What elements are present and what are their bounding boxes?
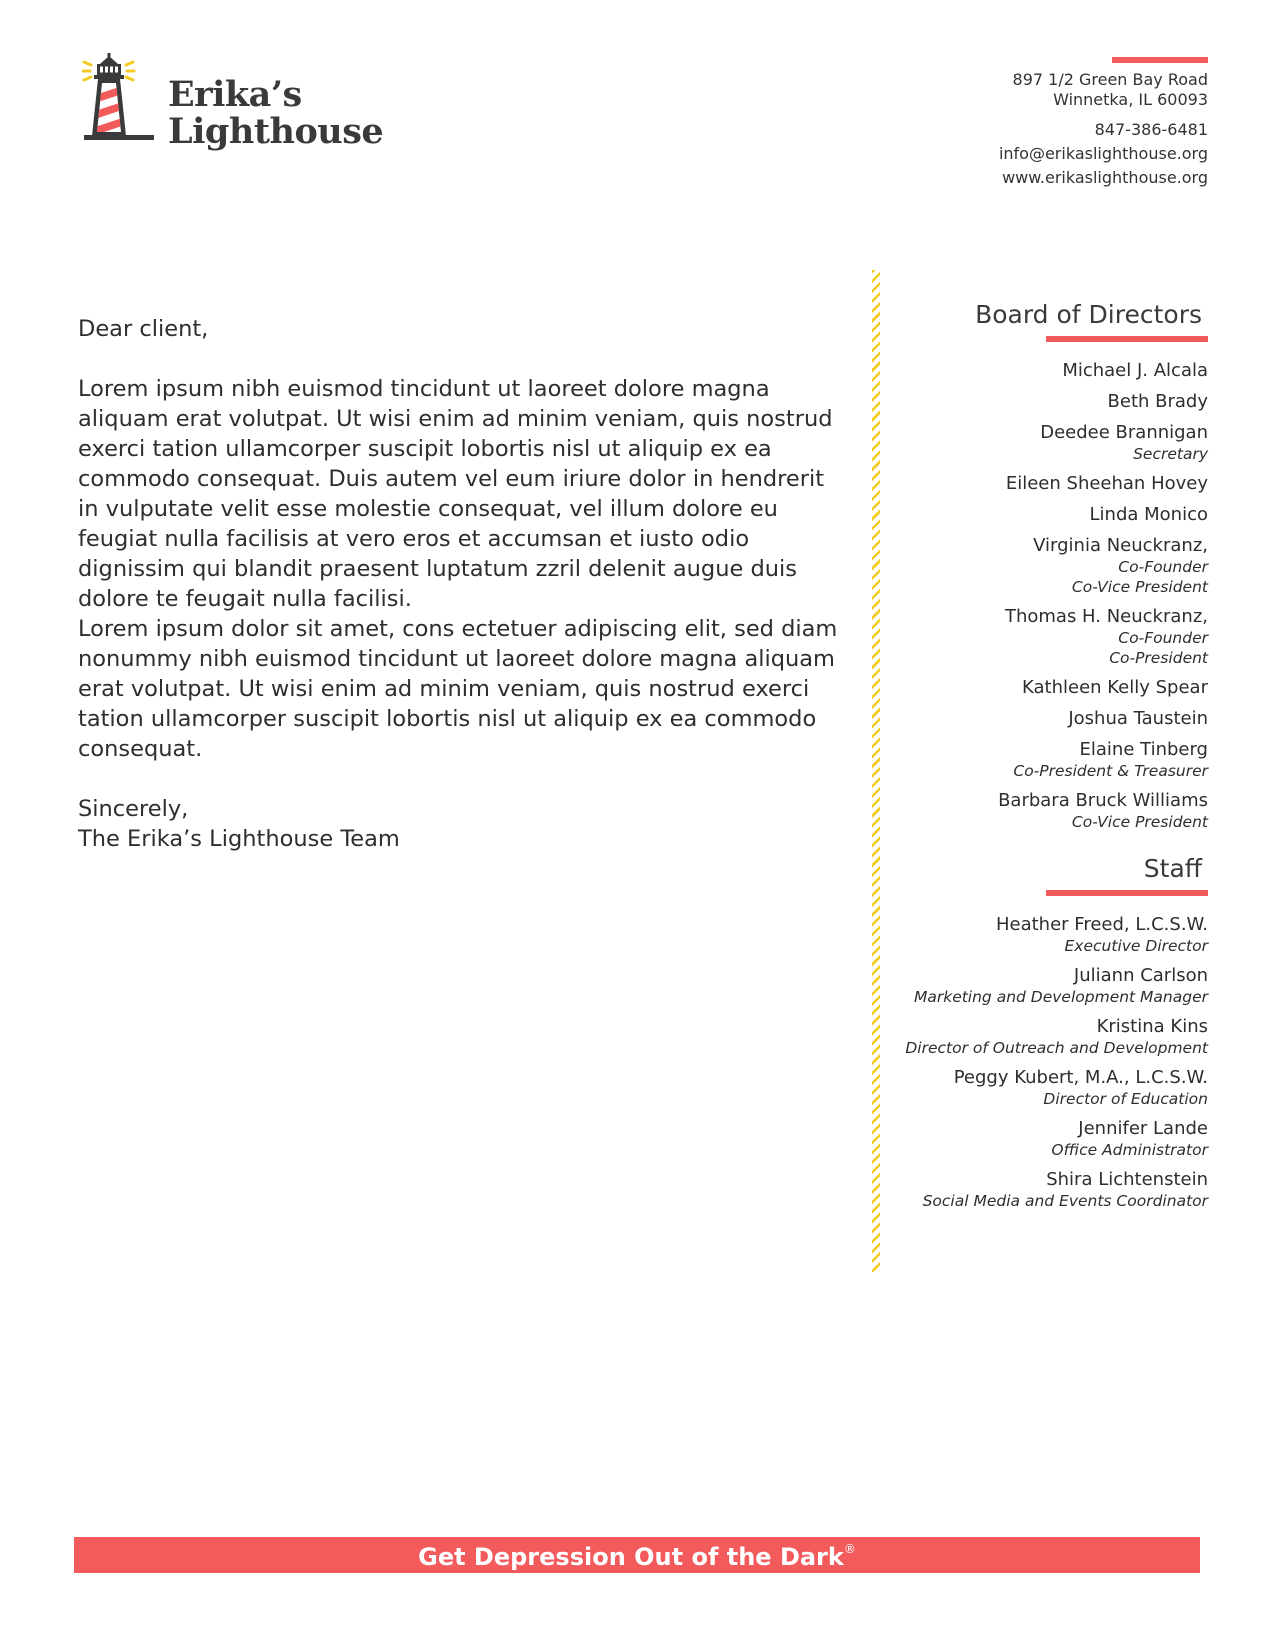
phone-number: 847-386-6481 (1094, 120, 1208, 139)
address-line1: 897 1/2 Green Bay Road (1012, 70, 1208, 89)
board-member (878, 790, 1208, 832)
board-member-role: Co-President (1109, 649, 1208, 667)
staff-member-name: Juliann Carlson (1073, 965, 1208, 986)
staff-title: Staff (1143, 854, 1202, 883)
board-member-name: Beth Brady (1107, 391, 1208, 412)
staff-member-name: Heather Freed, L.C.S.W. (995, 914, 1208, 935)
board-member-role: Co-Founder (1118, 558, 1208, 576)
lighthouse-icon (82, 52, 162, 152)
staff-member (878, 914, 1208, 956)
contact-accent-bar (1112, 57, 1208, 63)
logo-wordmark (168, 76, 383, 150)
staff-member-role: Executive Director (1064, 937, 1208, 955)
board-member (878, 473, 1208, 495)
board-member (878, 677, 1208, 699)
board-member-name: Deedee Brannigan (1040, 422, 1208, 443)
board-member-name: Eileen Sheehan Hovey (1005, 473, 1208, 494)
staff-title-underline (1046, 890, 1208, 896)
board-member-name: Joshua Taustein (1068, 708, 1208, 729)
board-member-name: Michael J. Alcala (1062, 360, 1208, 381)
sidebar (878, 300, 1208, 1220)
board-member (878, 360, 1208, 382)
board-member (878, 739, 1208, 781)
staff-member (878, 1169, 1208, 1211)
board-member-role: Co-President & Treasurer (1013, 762, 1208, 780)
staff-member-role: Social Media and Events Coordinator (922, 1192, 1208, 1210)
staff-member-role: Director of Education (1043, 1090, 1208, 1108)
registered-mark: ® (843, 1542, 856, 1556)
board-member (878, 535, 1208, 597)
board-member (878, 606, 1208, 668)
board-member-name: Elaine Tinberg (1079, 739, 1208, 760)
staff-member-name: Peggy Kubert, M.A., L.C.S.W. (953, 1067, 1208, 1088)
board-member-name: Linda Monico (1089, 504, 1208, 525)
board-member-role: Secretary (1133, 445, 1208, 463)
website-link[interactable]: www.erikaslighthouse.org (1002, 168, 1208, 187)
letter-signature: The Erika’s Lighthouse Team (78, 826, 400, 852)
logo-line2: Lighthouse (168, 111, 384, 152)
board-member-name: Kathleen Kelly Spear (1022, 677, 1208, 698)
board-member-name: Thomas H. Neuckranz, (1004, 606, 1208, 627)
staff-member (878, 965, 1208, 1007)
board-title-underline (1046, 336, 1208, 342)
staff-member-name: Shira Lichtenstein (1046, 1169, 1208, 1190)
logo-line1: Erika’s (168, 74, 302, 115)
address-line2: Winnetka, IL 60093 (1053, 90, 1208, 109)
board-member-role: Co-Founder (1118, 629, 1208, 647)
letter-body (78, 314, 848, 854)
staff-member (878, 1016, 1208, 1058)
board-member-name: Virginia Neuckranz, (1033, 535, 1208, 556)
staff-member-name: Kristina Kins (1096, 1016, 1208, 1037)
board-list (878, 360, 1208, 832)
staff-member-role: Marketing and Development Manager (913, 988, 1208, 1006)
letter-greeting: Dear client, (78, 316, 209, 342)
board-member (878, 422, 1208, 464)
staff-member (878, 1118, 1208, 1160)
letter-paragraph-1: Lorem ipsum nibh euismod tincidunt ut laoreet dolore magna aliquam erat volutpat. Ut wisi enim ad minim veniam, quis nostrud exerci tation ullamcorper suscipit lobortis nisl ut aliquip ex ea commodo consequat. Duis autem vel eum iriure dolor in hendrerit in vulputate velit esse molestie consequat, vel illum dolore eu feugiat nulla facilisis at vero eros et accumsan et iusto odio dignissim qui blandit praesent luptatum zzril delenit augue duis dolore te feugait nulla facilisi. (78, 376, 833, 612)
board-member (878, 504, 1208, 526)
letter-paragraph-2: Lorem ipsum dolor sit amet, cons ectetuer adipiscing elit, sed diam nonummy nibh euismod tincidunt ut laoreet dolore magna aliquam erat volutpat. Ut wisi enim ad minim veniam, quis nostrud exerci tation ullamcorper suscipit lobortis nisl ut aliquip ex ea commodo consequat. (78, 616, 838, 762)
staff-member-role: Director of Outreach and Development (905, 1039, 1208, 1057)
board-member-role: Co-Vice President (1071, 813, 1208, 831)
board-member (878, 708, 1208, 730)
staff-member (878, 1067, 1208, 1109)
email-link[interactable]: info@erikaslighthouse.org (998, 144, 1208, 163)
contact-block (999, 70, 1208, 188)
board-member-name: Barbara Bruck Williams (998, 790, 1208, 811)
board-title: Board of Directors (975, 300, 1202, 329)
staff-member-role: Office Administrator (1051, 1141, 1208, 1159)
board-member (878, 391, 1208, 413)
board-member-role: Co-Vice President (1071, 578, 1208, 596)
footer-banner (74, 1537, 1200, 1573)
letter-closing: Sincerely, (78, 796, 189, 822)
staff-member-name: Jennifer Lande (1078, 1118, 1208, 1139)
logo (82, 52, 382, 162)
footer-tagline: Get Depression Out of the Dark (418, 1543, 844, 1571)
staff-list (878, 914, 1208, 1211)
